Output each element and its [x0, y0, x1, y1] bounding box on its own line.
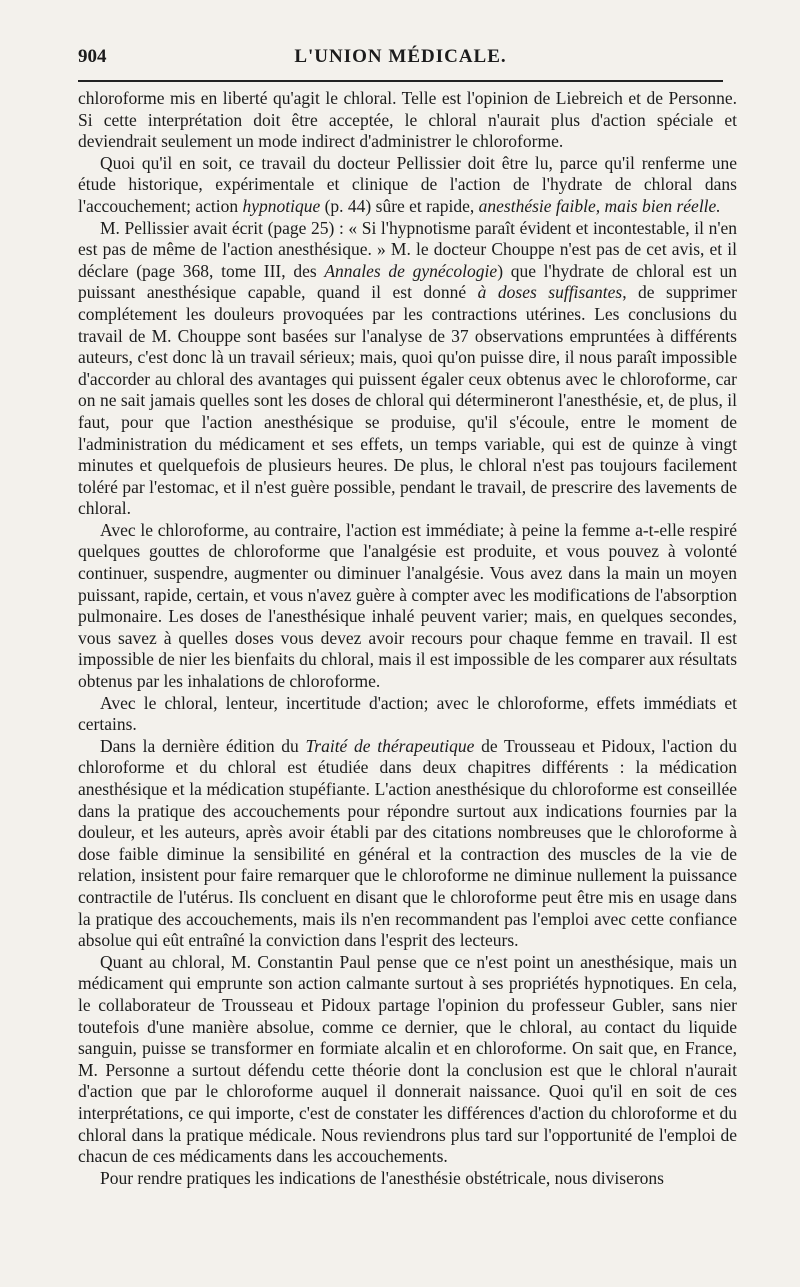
- page-number: 904: [78, 46, 107, 67]
- paragraph: [78, 693, 737, 736]
- paragraph: [78, 736, 737, 952]
- text-run: de Trousseau et Pidoux, l'action du chloroforme et du chloral est étudiée dans deux chapitres différents : la médication anesthésique et la médication stupéfiante. L'action anesthésique du chloroforme est conseillée dans la pratique des accouchements pour répondre surtout aux indications fournies par la douleur, et les auteurs, après avoir établi par des citations nombreuses que le chloroforme à dose faible diminue la sensibilité en général et la contraction des muscles de la vie de relation, insistent pour faire remarquer que le chloroforme ne diminue nullement la puissance contractile de l'utérus. Ils concluent en disant que le chloroforme peut être mis en usage dans la pratique des accouchements, mais ils n'en recommandent pas l'emploi avec cette confiance absolue qui eût entraîné la conviction dans l'esprit des lecteurs.: [78, 735, 737, 951]
- italic-text: hypnotique: [242, 195, 321, 216]
- italic-text: à doses suffisantes: [477, 282, 623, 303]
- paragraph: [78, 88, 737, 153]
- text-run: Avec le chloral, lenteur, incertitude d'action; avec le chloroforme, effets immédiats et certains.: [78, 692, 737, 735]
- page-header: [78, 46, 723, 76]
- header-rule: [78, 80, 723, 82]
- paragraph: [78, 520, 737, 693]
- text-run: Dans la dernière édition du: [100, 735, 306, 756]
- text-run: Quant au chloral, M. Constantin Paul pense que ce n'est point un anesthésique, mais un médicament qui emprunte son action calmante surtout à ses propriétés hypnotiques. En cela, le collaborateur de Trousseau et Pidoux partage l'opinion du professeur Gubler, sans nier toutefois d'une manière absolue, comme ce dernier, que le chloral, au contact du liquide sanguin, puisse se transformer en formiate alcalin et en chloroforme. On sait que, en France, M. Personne a surtout défendu cette théorie dont la conclusion est que le chloral n'aurait d'action que par le chloroforme auquel il donnerait naissance. Quoi qu'il en soit de ces interprétations, ce qui importe, c'est de constater les différences d'action du chloroforme et du chloral dans la pratique médicale. Nous reviendrons plus tard sur l'opportunité de l'emploi de chacun de ces médicaments dans les accouchements.: [78, 951, 737, 1167]
- paragraph: [78, 952, 737, 1168]
- italic-text: anesthésie faible, mais bien réelle.: [478, 195, 721, 216]
- text-run: Pour rendre pratiques les indications de l'anesthésie obstétricale, nous diviserons: [100, 1167, 664, 1188]
- text-run: ) que l'hydrate de chloral est un puissant anesthésique capable, quand il est donné: [78, 260, 737, 303]
- italic-text: Traité de thérapeutique: [305, 735, 475, 756]
- running-title: L'UNION MÉDICALE.: [294, 46, 507, 67]
- text-run: , de supprimer complétement les douleurs provoquées par les contractions utérines. Les conclusions du travail de M. Chouppe sont basées sur l'analyse de 37 observations empruntées à différents auteurs, c'est donc là un travail sérieux; mais, quoi qu'on puisse dire, il nous paraît impossible d'accorder au chloral des avantages qui puissent égaler ceux obtenus avec le chloroforme, car on ne sait jamais quelles sont les doses de chloral qui détermineront l'anesthésie, et, de plus, il faut, pour que l'action anesthésique se produise, qu'il s'écoule, entre le moment de l'administration du médicament et ses effets, un temps variable, qui est de quinze à vingt minutes et quelquefois de plusieurs heures. De plus, le chloral n'est pas toujours facilement toléré par l'estomac, et il n'est guère possible, pendant le travail, de prescrire des lavements de chloral.: [78, 282, 738, 519]
- paragraph: [78, 218, 737, 520]
- text-run: (p. 44) sûre et rapide,: [320, 195, 479, 216]
- italic-text: Annales de gynécologie: [324, 260, 498, 281]
- paragraph: [78, 153, 737, 218]
- paragraph: [78, 1168, 737, 1190]
- text-run: M. Pellissier avait écrit (page 25) : « Si l'hypnotisme paraît évident et incontestable, il n'en est pas de même de l'action anesthésique. » M. le docteur Chouppe n'est pas de cet avis, et il déclare (page 368, tome III, des: [78, 217, 737, 281]
- text-run: Quoi qu'il en soit, ce travail du docteur Pellissier doit être lu, parce qu'il renferme une étude historique, expérimentale et clinique de l'action de l'hydrate de chloral dans l'accouchement; action: [78, 152, 737, 216]
- text-run: chloroforme mis en liberté qu'agit le chloral. Telle est l'opinion de Liebreich et de Personne. Si cette interprétation doit être acceptée, le chloral n'aurait plus d'action spéciale et deviendrait seulement un mode indirect d'administrer le chloroforme.: [78, 88, 737, 152]
- text-run: Avec le chloroforme, au contraire, l'action est immédiate; à peine la femme a-t-elle respiré quelques gouttes de chloroforme que l'analgésie est produite, et vous pouvez à volonté continuer, suspendre, augmenter ou diminuer l'analgésie. Vous avez dans la main un moyen puissant, rapide, certain, et vous n'avez guère à compter avec les modifications de l'absorption pulmonaire. Les doses de l'anesthésique inhalé peuvent varier; mais, en quelques secondes, vous savez à quelles doses vous devez avoir recours pour chaque femme en travail. Il est impossible de nier les bienfaits du chloral, mais il est impossible de les comparer aux résultats obtenus par les inhalations de chloroforme.: [78, 519, 738, 692]
- body-text: [78, 88, 737, 1189]
